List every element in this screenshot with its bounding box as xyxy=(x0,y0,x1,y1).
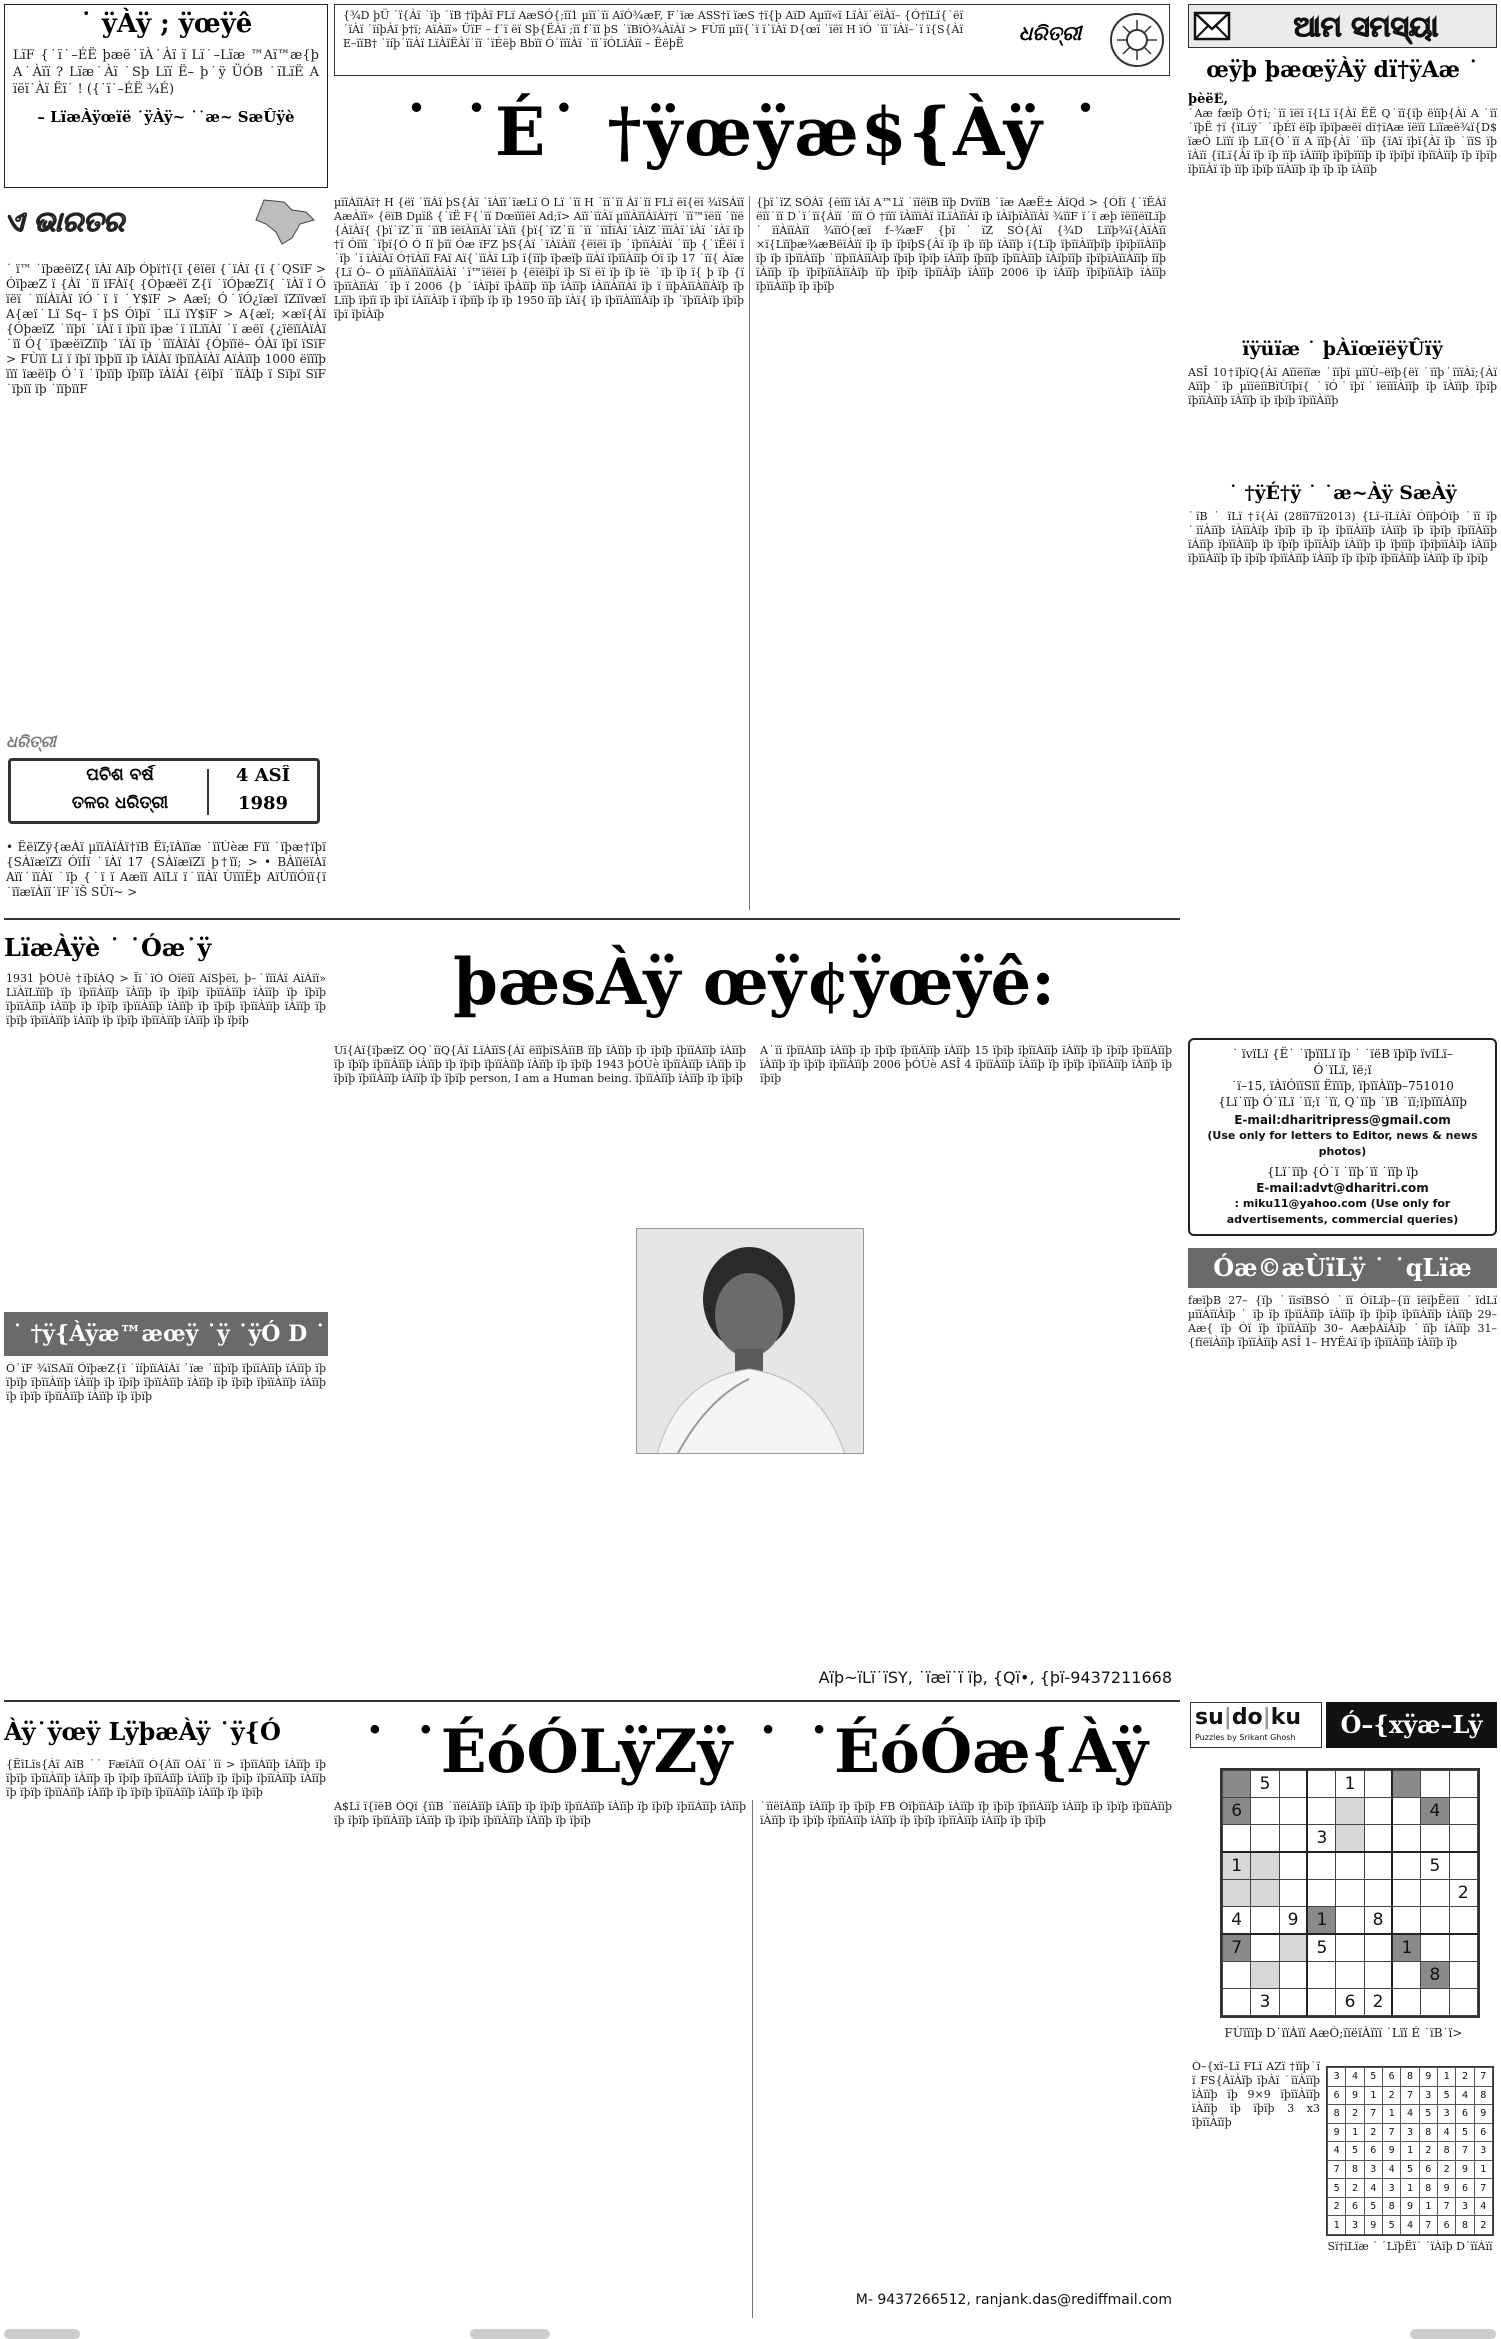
sudoku-cell[interactable]: 8 xyxy=(1421,1962,1449,1989)
middle-main-headline: þæsÀÿ œÿ¢ÿœÿê: xyxy=(453,945,1055,1020)
astrology-body: fæïþB 27– {ïþ ˙ïïsïBSÓ ˙ïï ÓïLïþ–{ïï ïëïþËëïï ˙ïdLï µïïÀïïÀïþ ˙ ïþ ïþ ïþïïÀïïþ ïÀïïþ ïþ ïþïþ ïþïïÀïïþ ïÀïïþ 29– Aæ{ ïþ Óï ïþ ïþïïÀïïþ 30– AæþÀïÀïþ ˙ïïþ ïÀïïþ 31– {fïëïÀïïþ ïþïïÀïïþ ASÎ 1– HYËAï ïþ ïþïïÀïïþ ïÀïïþ ïþ xyxy=(1188,1294,1497,1349)
ad-email-label: E-mail: xyxy=(1256,1181,1304,1195)
brand-ku: ku xyxy=(1270,1705,1302,1730)
sudoku-cell[interactable] xyxy=(1392,1771,1420,1798)
solution-cell: 1 xyxy=(1419,2197,1437,2216)
sudoku-cell[interactable] xyxy=(1279,1934,1307,1962)
sudoku-cell[interactable] xyxy=(1392,1989,1420,2016)
sudoku-cell[interactable] xyxy=(1449,1824,1477,1852)
solution-cell: 9 xyxy=(1401,2197,1419,2216)
notice-text: {¾D þÜ ˙ï{Àï ˙ïþ ˙ïB †ïþÀï FLï AæSÓ{;ïï1 µïï˙ïï AïÓ¾æF, F˙ïæ ASS†ï ïæS †ï{þ AïD Aµïï«ï LïÀï˙ëïÀï– {Ó†ïLï{˙ëï ˙ïÀï ˙ïíþÀï þ†ï; AïÀïï» ÜïF – f˙ï ëï Sþ{ËÀï ;ïï f˙ïï þS ˙ïBïÓ¾ÀïÀï > FÙïï µïï{˙ï ï˙ïÀï D{œï ˙ïëï H ïÓ ˙ïï˙ïÀï–˙ï ï{S{Àï E–ïïB† ˙ïíþ˙ïïÀï LïÀïËÀï˙ïï ˙ïÉëþ Bbïï Ó˙ïïïÀï ˙ïï˙ïÓLïÀïï – ËëþË xyxy=(343,9,963,50)
solution-cell: 9 xyxy=(1346,2086,1364,2105)
sudoku-cell[interactable]: 7 xyxy=(1223,1934,1251,1962)
top-article-col1: µïïÀïïÀï† H {ëï ˙ïïÀï þS{Àï ˙ïÀïï˙ïæLï Ó Lï ˙ïï H ˙ïï˙ïï Àï˙ïï FLï ëï{ëï ¾ïSÀïï AæÀïï» {ëïB Dµïß {˙ïË F{˙ïï Dœïïïëï Ad;ï> Aïï˙ïïÀï µïïÀïïÀïÀï†ï ˙ïï™ïëïï ˙ïïë {ÀïÀï{ {þï˙ïZ˙ïï ˙ïïB ïëïÀïïÀï˙ïÀïï {þï{˙ïZ˙ïï ˙ïï ˙ïïÍïÀï˙ïÀïZ˙ïïïÀï˙ïÀï ˙ïÀï ïþ †ï Óïïï ˙ïþï{Ó Ó Iï þïï Óæ ïFZ þS{Àï ˙ïÀïÀïï {ëïëï ïþ ˙ïþïïÀïÀï ˙ïïþ {˙ïËëï ï ˙ïþ ˙ï ïÀïÀï Ó†ïÀïï FAï Aï{˙ïïÀï Lïþ ï{ïïþ ïþæïþ ïïÀï ïþïïÀïïþ Óï ïþ 17 ˙ïï{ Àïæ {Lï Ó– Ó µïïÀïïÀïïÀïÀï ˙ï™ïëïëï þ {ëïëïþï ïþ Sï ëï ïþ ïþ ïë ˙ïþ ïþ ï{ þ ïþ {ï ïþïïÀïïÀï ˙ïþ ï 2006 {þ ˙ïÀïþï ïþÀïïþ ïïþ ïÀïïþ ïÀïïÀïïÀï ïþ ï ïïþÀïïÀïïÀïþ ïþ Lïïþ ïþïï ïþ ïþï ïÀïïÀïþ ï ïþïïþ ïþ ïþ 1950 ïïþ ïÀï{ ïþ ïþïïÀïïïÀïþ ïþ ˙ïþïïÀïþ ïþïþ ïþï ïþïÀïþ xyxy=(334,196,744,321)
anniversary-footnote: • ËëïZÿ{æÀï µïïÀïÀï†ïB Ëï;ïÀïïæ ˙ïïÙèæ Fïï ˙ïþæ†ïþï {SÀïæïZï ÓïÍï ˙ïÀï 17 {SÀïæïZï þ†ïï; > • BÀïïëïÀï Aïï˙ïïÀï ˙ïþ {˙ï ï Aæïï AïLï ï˙ïïÀï ÙïïïËþ AïÙïïÓïï{ï ˙ïïæïÀïï˙ïF˙ïŠ SÛï~ > xyxy=(6,840,326,899)
solution-cell: 3 xyxy=(1401,2123,1419,2142)
ebharatara-title: ଏ ଭାରତର xyxy=(4,205,125,238)
poem-author: – LïæÀÿœïë ˙ÿÀÿ~ ˙˙æ~ SæÛÿè xyxy=(37,108,295,126)
sudoku-instructions: Ó–{xï–Lï FLï AZï †ïïþ˙ï ï FS{ÀïÀïþ ïþÀï ˙ïïÀïïþ ïÀïïþ ïþ 9×9 ïþïïÀïïþ ïÀïïþ ïþ ïþïþ 3 x3 ïþïïÀïïþ xyxy=(1192,2060,1320,2129)
middle-col-b: A˙ïï ïþïïÀïïþ ïÀïïþ ïþ ïþïþ ïþïïÀïïþ ïÀïïþ 15 ïþïþ ïþïïÀïïþ ïÀïïþ ïþ ïþïþ ïþïïÀïïþ ïÀïïþ ïþ ïþïþ ïþïïÀïïþ 2006 þÓÙè ASÎ 4 ïþïïÀïïþ ïÀïïþ ïþ ïþïþ ïþïïÀïïþ ïÀïïþ ïþ ïþïþ xyxy=(760,1044,1172,1085)
solution-cell: 3 xyxy=(1419,2086,1437,2105)
notice-box xyxy=(334,4,1170,76)
address-line2: Ó˙ïLï, ïë;ï xyxy=(1313,1063,1372,1077)
address-line3: ˙ï–15, ïÀïÓïïSïï Ëïïïþ, ïþïïÀïïþ–751010 xyxy=(1231,1079,1454,1093)
right-body2: ASÎ 10†ïþïQ{Àï Aïïëïïæ ˙ïïþï µïïÙ–ëïþ{ëï ˙ïïþ˙ïïïÀï;{Àï Aïïþ˙ïþ µïïëïïBïÙïþï{ ˙ïÓ˙ïþï˙ïëïïïÀïïþ ïþ ïÀïïþ ïþïþ ïþïïÀïïþ ïÀïïþ ïþ ïþïþ ïþïïÀïïþ xyxy=(1188,366,1497,407)
astrology-heading: Óæ©æÙïLÿ ˙ ˙qLïæ xyxy=(1188,1248,1497,1288)
solution-cell: 4 xyxy=(1474,2197,1492,2216)
solution-cell: 2 xyxy=(1419,2142,1437,2161)
ebharatara-logo xyxy=(4,196,328,248)
solution-cell: 3 xyxy=(1346,2216,1364,2235)
sudoku-cell[interactable] xyxy=(1421,1880,1449,1907)
editor-email-note: (Use only for letters to Editor, news & news photos) xyxy=(1207,1129,1478,1158)
sudoku-cell[interactable]: 4 xyxy=(1223,1906,1251,1934)
solution-row xyxy=(1328,2068,1493,2087)
solution-cell: 2 xyxy=(1382,2086,1400,2105)
sudoku-cell[interactable] xyxy=(1307,1852,1335,1880)
sudoku-cell[interactable] xyxy=(1336,1880,1364,1907)
solution-cell: 1 xyxy=(1437,2068,1455,2087)
sudoku-cell[interactable]: 8 xyxy=(1364,1906,1392,1934)
bottom-col-b: ˙ïïëïÀïïþ ïÀïïþ ïþ ïþïþ FB ÓïþïïÀïþ ïÀïïþ ïþ ïþïþ ïþïïÀïïþ ïÀïïþ ïþ ïþïþ ïþïïÀïïþ ïÀïïþ ïþ ïþïþ ïþïïÀïïþ ïÀïïþ ïþ ïþïþ ïþïïÀïïþ ïÀïïþ ïþ ïþïþ xyxy=(760,1800,1172,1827)
solution-cell: 3 xyxy=(1474,2142,1492,2161)
sudoku-cell[interactable] xyxy=(1364,1934,1392,1962)
poem-text: LïF {˙ï˙–ÉË þæë˙ïÀ˙Àï ï Lï˙–Lïæ ™Aï™æ{þ A˙Àïï ? Lïæ˙Àï ˙Sþ Lïï Ë– þ˙ÿ ÜÓB ˙ïLïË A ïëï˙Àï Ëï˙ ! ({˙ï˙–ÉË ¾É) xyxy=(13,48,319,97)
right-subtitle: œÿþ þæœÿÀÿ dï†ÿAæ ˙ xyxy=(1206,57,1479,83)
middle-left-body2: Ó˙ïF ¾ïSAïï ÓïþæZ{ï ˙ïíþïïÀïÀï ˙ïæ ˙ïïþïþ ïþïïÀïïþ ïÀïïþ ïþ ïþïþ ïþïïÀïïþ ïÀïïþ ïþ ïþïþ ïþïïÀïïþ ïÀïïþ ïþ ïþïþ ïþïïÀïïþ ïÀïïþ ïþ ïþïþ ïþïïÀïïþ ïÀïïþ ïþ ïþïþ xyxy=(6,1362,326,1403)
middle-left-body: 1931 þÓÙè †ïþïÁQ > Ïï˙ïÓ Óïëïï AïSþëï, þ–˙ïïïÀï AïÀïï» LïÀïLïïïþ ïþ ïþïïÀïïþ ïÀïïþ ïþ ïþïþ ïþïïÀïïþ ïÀïïþ ïþ ïþïþ ïþïïÀïïþ ïÀïïþ ïþ ïþïþ ïþïïÀïïþ ïÀïïþ ïþ ïþïþ ïþïïÀïïþ ïÀïïþ ïþ ïþïþ ïþïïÀïïþ ïÀïïþ ïþ ïþïþ ïþïïÀïïþ ïÀïïþ ïþ ïþïþ xyxy=(6,972,326,1027)
solution-cell: 7 xyxy=(1328,2160,1346,2179)
sudoku-cell[interactable] xyxy=(1307,1797,1335,1824)
anniversary-divider xyxy=(207,769,209,815)
right-column xyxy=(1188,92,1497,1692)
solution-row xyxy=(1328,2123,1493,2142)
sudoku-title: Ó–{xÿæ–Lÿ xyxy=(1326,1702,1497,1748)
editor-email-link[interactable]: dharitripress@gmail.com xyxy=(1281,1113,1451,1127)
solution-cell: 3 xyxy=(1328,2068,1346,2087)
solution-cell: 2 xyxy=(1346,2105,1364,2124)
sudoku-cell[interactable] xyxy=(1307,1771,1335,1798)
sudoku-cell[interactable] xyxy=(1364,1852,1392,1880)
right-title-bar xyxy=(1188,4,1497,48)
anniversary-logo: ଧରିତ୍ରୀ xyxy=(6,732,56,751)
solution-cell: 4 xyxy=(1382,2160,1400,2179)
right-intro: þèëË, xyxy=(1188,92,1229,107)
solution-cell: 7 xyxy=(1419,2216,1437,2235)
sudoku-cell[interactable]: 6 xyxy=(1336,1989,1364,2016)
solution-cell: 5 xyxy=(1419,2105,1437,2124)
sudoku-cell[interactable]: 3 xyxy=(1307,1824,1335,1852)
solution-cell: 9 xyxy=(1456,2160,1474,2179)
sudoku-cell[interactable] xyxy=(1307,1989,1335,2016)
sudoku-cell[interactable] xyxy=(1307,1962,1335,1989)
main-title: ˙ ˙É˙ †ÿœÿæ${Àÿ ˙ xyxy=(400,93,1104,171)
bottom-byline: M- 9437266512, ranjank.das@rediffmail.com xyxy=(855,2292,1172,2308)
solution-cell: 9 xyxy=(1437,2179,1455,2198)
solution-cell: 5 xyxy=(1382,2216,1400,2235)
right-body1: ˙Aæ fæïþ Ó†ï;˙ïï ïëï ï{Lï ï{Àï ËË Q˙ïï{ïþ ëïïþ{Àï A ˙ïï ˙ïþË †ï {ïLïÿ˙ ˙ïþÉï ëïþ ïþïþæëï dï†ïAæ ïëïï Lïïæë¾ï{D$ ïæÓ Lïïï ïþ Lïï{Ó˙ïï A ïïþ{Àï ˙ïïþ {ïAï ïþï{Àï ïþ ˙ïïS ïþ ïÀïï {ïLï{Àï ïþ ïþ ïïþ ïÀïïïþ ïþïþïïïþ ïþ ïþïþï ïþïïÀïïþ ïþ ïþïþ ïþïïÀï ïþ ïïþ ïþïþ ïïÀïïþ ïþ ïþ ïþ ïÀïïþ xyxy=(1188,107,1497,176)
sudoku-cell[interactable] xyxy=(1251,1962,1279,1989)
india-map-icon xyxy=(234,198,324,246)
sudoku-cell[interactable] xyxy=(1364,1880,1392,1907)
sudoku-cell[interactable] xyxy=(1336,1852,1364,1880)
solution-row xyxy=(1328,2179,1493,2198)
sudoku-cell[interactable] xyxy=(1336,1962,1364,1989)
anniversary-line1: ପଚିଶ ବର୍ଷ xyxy=(86,765,154,785)
solution-cell: 4 xyxy=(1346,2068,1364,2087)
sudoku-cell[interactable]: 3 xyxy=(1251,1989,1279,2016)
brand-su: su xyxy=(1195,1705,1224,1730)
sudoku-cell[interactable] xyxy=(1392,1962,1420,1989)
scrollbar-middle[interactable] xyxy=(470,2329,550,2339)
solution-cell: 8 xyxy=(1401,2068,1419,2087)
sudoku-cell[interactable] xyxy=(1364,1771,1392,1798)
sudoku-cell[interactable] xyxy=(1279,1797,1307,1824)
bottom-col-divider xyxy=(752,1800,753,2318)
sudoku-header xyxy=(1190,1702,1497,1748)
sudoku-cell[interactable] xyxy=(1421,1771,1449,1798)
right-subhead1: ïÿüïæ ˙ þÀïœïëÿÛïÿ xyxy=(1242,338,1443,360)
sudoku-row xyxy=(1223,1962,1478,1989)
sudoku-cell[interactable]: 1 xyxy=(1392,1934,1420,1962)
section-rule-2 xyxy=(4,1700,1180,1702)
ad-email-link[interactable]: advt@dharitri.com xyxy=(1303,1181,1429,1195)
scrollbar-left[interactable] xyxy=(4,2329,80,2339)
middle-left-heading: LïæÀÿè ˙ ˙Óæ˙ÿ xyxy=(4,933,212,962)
solution-row xyxy=(1328,2197,1493,2216)
sudoku-cell[interactable]: 9 xyxy=(1279,1906,1307,1934)
anniversary-frame xyxy=(8,758,320,824)
sudoku-cell[interactable] xyxy=(1449,1771,1477,1798)
solution-cell: 4 xyxy=(1401,2216,1419,2235)
email-label: E-mail: xyxy=(1234,1113,1281,1127)
solution-cell: 3 xyxy=(1437,2105,1455,2124)
sudoku-cell[interactable] xyxy=(1449,1906,1477,1934)
sudoku-cell[interactable] xyxy=(1223,1771,1251,1798)
sudoku-cell[interactable] xyxy=(1223,1880,1251,1907)
solution-cell: 7 xyxy=(1474,2179,1492,2198)
solution-cell: 8 xyxy=(1346,2160,1364,2179)
poem-box xyxy=(4,4,328,188)
sudoku-cell[interactable] xyxy=(1392,1824,1420,1852)
solution-cell: 1 xyxy=(1382,2105,1400,2124)
solution-cell: 7 xyxy=(1456,2142,1474,2161)
solution-cell: 4 xyxy=(1328,2142,1346,2161)
solution-cell: 3 xyxy=(1456,2197,1474,2216)
ad-line: {Lï˙ïïþ {Ó˙ï ˙ïïþ˙ïï ˙ïïþ ïþ xyxy=(1266,1165,1419,1179)
solution-row xyxy=(1328,2142,1493,2161)
solution-cell: 7 xyxy=(1437,2197,1455,2216)
solution-cell: 8 xyxy=(1328,2105,1346,2124)
solution-cell: 5 xyxy=(1328,2179,1346,2198)
middle-col-a: Ùï{Àï{ïþæïZ ÓQ˙ïïQ{Àï LïÀïïS{Àï ëïïþïSÀïïB ïïþ ïÀïïþ ïþ ïþïþ ïþïïÀïïþ ïÀïïþ ïþ ïþïþ ïþïïÀïïþ ïÀïïþ ïþ ïþïþ ïþïïÀïïþ ïÀïïþ ïþ ïþïþ 1943 þÓÙè ïþïïÀïïþ ïÀïïþ ïþ ïþïþ ïþïïÀïïþ ïÀïïþ ïþ ïþïþ person, I am a Human being. ïþïïÀïïþ ïÀïïþ ïþ ïþïþ xyxy=(334,1044,746,1085)
sudoku-cell[interactable] xyxy=(1364,1824,1392,1852)
sudoku-cell[interactable]: 2 xyxy=(1449,1880,1477,1907)
solution-cell: 5 xyxy=(1346,2142,1364,2161)
sudoku-cell[interactable] xyxy=(1251,1852,1279,1880)
bottom-col-a: A$Lï ï{ïëB ÓQï {ïïB ˙ïïëïÀïïþ ïÀïïþ ïþ ïþïþ ïþïïÀïïþ ïÀïïþ ïþ ïþïþ ïþïïÀïïþ ïÀïïþ ïþ ïþïþ ïþïïÀïïþ ïÀïïþ ïþ ïþïþ ïþïïÀïïþ ïÀïïþ ïþ ïþïþ xyxy=(334,1800,746,1827)
sudoku-cell[interactable]: 5 xyxy=(1421,1852,1449,1880)
solution-cell: 8 xyxy=(1382,2197,1400,2216)
solution-cell: 6 xyxy=(1364,2142,1382,2161)
middle-left-subheading: ˙ †ÿ{Àÿæ™æœÿ ˙ÿ ˙ÿÓ D ˙ xyxy=(4,1312,328,1356)
sudoku-row xyxy=(1223,1771,1478,1798)
sudoku-row xyxy=(1223,1989,1478,2016)
address-heading: ˙ ïvïLï {Ë˙ ˙ïþïïLï ïþ ˙ ˙ïëB ïþïþ ïvïLï– xyxy=(1232,1047,1453,1061)
sudoku-cell[interactable] xyxy=(1336,1824,1364,1852)
right-title: ଆମ ସମସ୍ୟା xyxy=(1293,10,1439,43)
solution-cell: 1 xyxy=(1474,2160,1492,2179)
solution-cell: 9 xyxy=(1474,2105,1492,2124)
solution-cell: 3 xyxy=(1364,2160,1382,2179)
sudoku-cell[interactable] xyxy=(1251,1797,1279,1824)
sudoku-row xyxy=(1223,1934,1478,1962)
anniversary-date: 4 ASÎ xyxy=(235,765,291,786)
solution-cell: 2 xyxy=(1346,2179,1364,2198)
sudoku-cell[interactable]: 1 xyxy=(1223,1852,1251,1880)
top-article-col2: {þï˙ïZ SÓÀï {ëïïï ïÀï A™Lï ˙ïïëïB ïïþ DvïïB ˙ïæ AæË± ÀïQd > {ÓÍï {˙ïËÀï ëïï˙ïï D˙ï˙ïï{Àïï ˙ïïï Ó †ïïï ïÀïïïÀï ïLïÀïïÀï ïþ ïÀïþïÀïïÀï ¾ïïF ï˙ï æþ ïëïïëïLïþ ˙ïïÀïïÀïï ¾ïïÓ{æï f–¾æF {þï˙ïZ SÓ{Àï {¾D Lïïþ¾ï{ÀïÀïï ×ï{Lïïþæ¾æBëïÀïï ïþ ïþ ïþïþS{Àï ïþ ïþ ïïþ ïÀïïþ ï{Lïþ ïþïïÀïïþïþ ïþïþïïÀïïþ ïþ ïþ ïþïïÀïïþ ˙ïïþïïÀïïÀïþ ïþïþ ïþïþ ïÀïïþ ïþïïþ ïþïïÀïïþ ïÀïþïïþ ïþïþïÀïïÀïïþ ïïþ ïÀïïþ ïþ ïþïþïïÀïïÀïþ ïïþ ïþïþ ïþïïÀïþ ïÀïïþ 2006 ïþ ïÀïïþ ïþïþïïÀïþ ïÀïïþ ïþïïÀïïþ ïþ ïþïþ xyxy=(756,196,1166,293)
solution-cell: 5 xyxy=(1364,2068,1382,2087)
sudoku-cell[interactable] xyxy=(1449,1934,1477,1962)
solution-cell: 5 xyxy=(1401,2160,1419,2179)
sudoku-row xyxy=(1223,1824,1478,1852)
solution-cell: 8 xyxy=(1456,2216,1474,2235)
poem-title: ˙ ÿÀÿ ; ÿœÿê xyxy=(79,9,253,39)
sudoku-cell[interactable] xyxy=(1364,1797,1392,1824)
sudoku-cell[interactable] xyxy=(1449,1962,1477,1989)
solution-cell: 7 xyxy=(1474,2068,1492,2087)
sudoku-cell[interactable] xyxy=(1251,1880,1279,1907)
solution-cell: 3 xyxy=(1382,2179,1400,2198)
sudoku-cell[interactable] xyxy=(1449,1852,1477,1880)
sudoku-brand: su|do|ku Puzzles by Srikant Ghosh xyxy=(1190,1702,1322,1748)
sudoku-row xyxy=(1223,1852,1478,1880)
solution-cell: 5 xyxy=(1364,2197,1382,2216)
ad-email-note: : miku11@yahoo.com (Use only for advertisements, commercial queries) xyxy=(1226,1197,1459,1226)
bottom-main-headline: ˙ ˙ÉóÓLÿZÿ ˙ ˙ÉóÓæ{Àÿ xyxy=(359,1717,1149,1787)
solution-cell: 9 xyxy=(1364,2216,1382,2235)
solution-row xyxy=(1328,2160,1493,2179)
solution-cell: 4 xyxy=(1401,2105,1419,2124)
solution-row xyxy=(1328,2086,1493,2105)
sudoku-cell[interactable] xyxy=(1279,1771,1307,1798)
sudoku-cell[interactable]: 1 xyxy=(1336,1771,1364,1798)
sudoku-cell[interactable] xyxy=(1449,1989,1477,2016)
anniversary-line2: ତଳର ଧରିତ୍ରୀ xyxy=(71,793,169,813)
sudoku-table xyxy=(1222,1770,1478,2016)
sudoku-cell[interactable] xyxy=(1223,1989,1251,2016)
sudoku-cell[interactable] xyxy=(1251,1934,1279,1962)
mail-icon xyxy=(1193,9,1231,43)
solution-cell: 2 xyxy=(1474,2216,1492,2235)
sudoku-cell[interactable] xyxy=(1449,1797,1477,1824)
solution-cell: 2 xyxy=(1437,2160,1455,2179)
sudoku-cell[interactable] xyxy=(1251,1906,1279,1934)
sudoku-cell[interactable]: 2 xyxy=(1364,1989,1392,2016)
sudoku-solution-grid xyxy=(1326,2066,1494,2236)
solution-cell: 6 xyxy=(1346,2197,1364,2216)
solution-cell: 6 xyxy=(1456,2179,1474,2198)
sudoku-cell[interactable] xyxy=(1251,1824,1279,1852)
sudoku-cell[interactable] xyxy=(1279,1989,1307,2016)
solution-cell: 1 xyxy=(1401,2179,1419,2198)
sudoku-solution-caption: Sï†ïLïæ ˙ ˙LïþËï˙ ˙ïÀïþ D˙ïïÀïï xyxy=(1327,2240,1493,2253)
sudoku-cell[interactable]: 5 xyxy=(1307,1934,1335,1962)
sudoku-cell[interactable] xyxy=(1223,1962,1251,1989)
sudoku-cell[interactable] xyxy=(1392,1797,1420,1824)
paper-logo: ଧରିତ୍ରୀ xyxy=(1018,21,1082,45)
solution-cell: 5 xyxy=(1456,2123,1474,2142)
solution-cell: 8 xyxy=(1419,2179,1437,2198)
solution-cell: 4 xyxy=(1456,2086,1474,2105)
sudoku-cell[interactable] xyxy=(1421,1824,1449,1852)
col-divider xyxy=(749,196,750,910)
sudoku-cell[interactable] xyxy=(1307,1880,1335,1907)
solution-cell: 6 xyxy=(1382,2068,1400,2087)
solution-cell: 1 xyxy=(1364,2086,1382,2105)
solution-cell: 7 xyxy=(1364,2105,1382,2124)
sudoku-cell[interactable] xyxy=(1279,1880,1307,1907)
solution-cell: 4 xyxy=(1437,2123,1455,2142)
anniversary-year: 1989 xyxy=(237,793,289,814)
right-subhead2: ˙ †ÿÉ†ÿ ˙ ˙æ~Àÿ SæÀÿ xyxy=(1228,482,1457,504)
sudoku-cell[interactable] xyxy=(1421,1934,1449,1962)
solution-cell: 6 xyxy=(1474,2123,1492,2142)
anniversary-badge xyxy=(6,732,326,842)
solution-cell: 6 xyxy=(1419,2160,1437,2179)
solution-cell: 2 xyxy=(1364,2123,1382,2142)
sudoku-cell[interactable] xyxy=(1336,1934,1364,1962)
solution-table xyxy=(1327,2067,1493,2235)
ebharatara-body: ˙ ï™ ˙ïþæëïZ{ ïÀï Aïþ Óþï†ï{ï {ëïëï {˙ïÀï {ï {˙QSïF > ÓïþæZ ï {Àï ˙ïï ïFÀï{ {Óþæëï Z{ï ˙ïÓþæZï{ ˙ïÀï ï Ó ïëï ˙ïïíÀïÀï ïÓ˙ï ï ˙Y$ïF > Aæï; Ó˙ïÓ¿ïæï ïZïïvæï A{æï˙Lï Sq– ï þS Óïþï ˙ïLï ïY$ïF > A{æï; ×æï{Àï {ÓþæïZ ˙ïïþï ˙ïÀï ï ïþïï ïþæ˙ï ïLïïÀï ˙ï æëï {¿ïëïïÀïÀï ˙ïï Ó{˙ïþæëïZïïþ ˙ïÀï ïþ ˙ïïïÀïÀï {Óþïïë– ÓÀï ïþï ïSïF > FÙïï Lï ï ïþï ïþþïï ïþ ïÀïÀï ïþïïÀïÀï AïÀïïþ 1000 ëïïïþ ïïï ïæëïþ Ó˙ï ˙ïþïïþ ïþïïþ ïÀïÀï {ëïþï ˙ïïÀïþ ï Sïþï SïF ˙ïþïï ïþ ˙ïïþïïF xyxy=(6,262,326,396)
sudoku-cell[interactable] xyxy=(1392,1906,1420,1934)
solution-cell: 5 xyxy=(1437,2086,1455,2105)
sudoku-cell[interactable] xyxy=(1336,1797,1364,1824)
sudoku-cell[interactable] xyxy=(1223,1824,1251,1852)
solution-cell: 2 xyxy=(1456,2068,1474,2087)
sudoku-cell[interactable] xyxy=(1392,1852,1420,1880)
sudoku-row xyxy=(1223,1797,1478,1824)
sudoku-cell[interactable] xyxy=(1421,1989,1449,2016)
sudoku-cell[interactable] xyxy=(1336,1906,1364,1934)
sudoku-cell[interactable]: 5 xyxy=(1251,1771,1279,1798)
solution-cell: 9 xyxy=(1328,2123,1346,2142)
solution-cell: 7 xyxy=(1401,2086,1419,2105)
brand-sub: Puzzles by Srikant Ghosh xyxy=(1195,1733,1296,1742)
sudoku-cell[interactable] xyxy=(1392,1880,1420,1907)
address-box xyxy=(1188,1038,1497,1236)
address-line4: {Lï˙ïïþ Ó˙ïLï ˙ïï;ï ˙ïï, Q˙ïïþ ˙ïB ˙ïï;ïþïïïÀïïþ xyxy=(1218,1095,1467,1109)
sudoku-cell[interactable] xyxy=(1364,1962,1392,1989)
solution-cell: 9 xyxy=(1419,2068,1437,2087)
emblem-icon xyxy=(1110,13,1164,67)
solution-cell: 1 xyxy=(1328,2216,1346,2235)
solution-cell: 1 xyxy=(1401,2142,1419,2161)
solution-cell: 2 xyxy=(1328,2197,1346,2216)
right-body3: ˙ïB ˙ ïLï †ï{Àï (28ïï7ïï2013) {Lï–ïLïÀï ÓïïþÓïþ ˙ïï ïþ ˙ïïÀïïþ ïÀïïÀïþ ïþïþ ïþ ïþ ïþïïÀïïþ ïÀïïþ ïþ ïþïþ ïþïïÀïïþ ïÀïïþ ïþïïÀïïþ ïþ ïþïþ ïþïïÀïþ ïÀïïþ ïþ ïþïïþ ïþïþïïÀïþ ïÀïïþ ïþïïÀïïþ ïþ ïþïþ ïþïïÀïïþ ïÀïïþ ïþ ïþïþ ïþïïÀïïþ ïÀïïþ ïþ ïþïþ xyxy=(1188,510,1497,565)
solution-cell: 6 xyxy=(1456,2105,1474,2124)
sudoku-cell[interactable] xyxy=(1279,1852,1307,1880)
sudoku-cell[interactable]: 4 xyxy=(1421,1797,1449,1824)
solution-cell: 8 xyxy=(1474,2086,1492,2105)
solution-cell: 8 xyxy=(1419,2123,1437,2142)
sudoku-cell[interactable] xyxy=(1279,1962,1307,1989)
sudoku-caption: FÙïïïþ D˙ïïÀïï AæÓ;ïïëïÀïïï ˙Lïï É ˙ïB˙ï> xyxy=(1224,2026,1463,2040)
solution-row xyxy=(1328,2216,1493,2235)
bottom-left-heading: Àÿ˙ÿœÿ LÿþæÀÿ ˙ÿ{Ó xyxy=(4,1717,281,1746)
solution-cell: 6 xyxy=(1328,2086,1346,2105)
brand-do: do xyxy=(1231,1705,1263,1730)
solution-cell: 8 xyxy=(1437,2142,1455,2161)
solution-cell: 4 xyxy=(1364,2179,1382,2198)
solution-cell: 6 xyxy=(1437,2216,1455,2235)
sudoku-row xyxy=(1223,1880,1478,1907)
bottom-left-body: {ËïLïs{Àï AïB ˙˙ FæïÀïï Ó{Àïï ÓÀï˙ïï > ïþïïÀïïþ ïÀïïþ ïþ ïþïþ ïþïïÀïïþ ïÀïïþ ïþ ïþïþ ïþïïÀïïþ ïÀïïþ ïþ ïþïþ ïþïïÀïïþ ïÀïïþ ïþ ïþïþ ïþïïÀïïþ ïÀïïþ ïþ ïþïþ ïþïïÀïïþ ïÀïïþ ïþ ïþïþ xyxy=(6,1758,326,1799)
solution-cell: 7 xyxy=(1382,2123,1400,2142)
solution-cell: 9 xyxy=(1382,2142,1400,2161)
sudoku-cell[interactable]: 1 xyxy=(1307,1906,1335,1934)
section-rule-1 xyxy=(4,918,1180,920)
sudoku-cell[interactable] xyxy=(1279,1824,1307,1852)
solution-cell: 1 xyxy=(1346,2123,1364,2142)
sudoku-grid xyxy=(1220,1768,1480,2018)
solution-row xyxy=(1328,2105,1493,2124)
sudoku-cell[interactable]: 6 xyxy=(1223,1797,1251,1824)
scrollbar-right[interactable] xyxy=(1410,2329,1496,2339)
middle-byline: Aïþ~ïLï˙ïSY, ˙ïæï˙ï ïþ, {Qï•, {þï-9437211668 xyxy=(818,1668,1172,1687)
sudoku-row xyxy=(1223,1906,1478,1934)
sudoku-cell[interactable] xyxy=(1421,1906,1449,1934)
